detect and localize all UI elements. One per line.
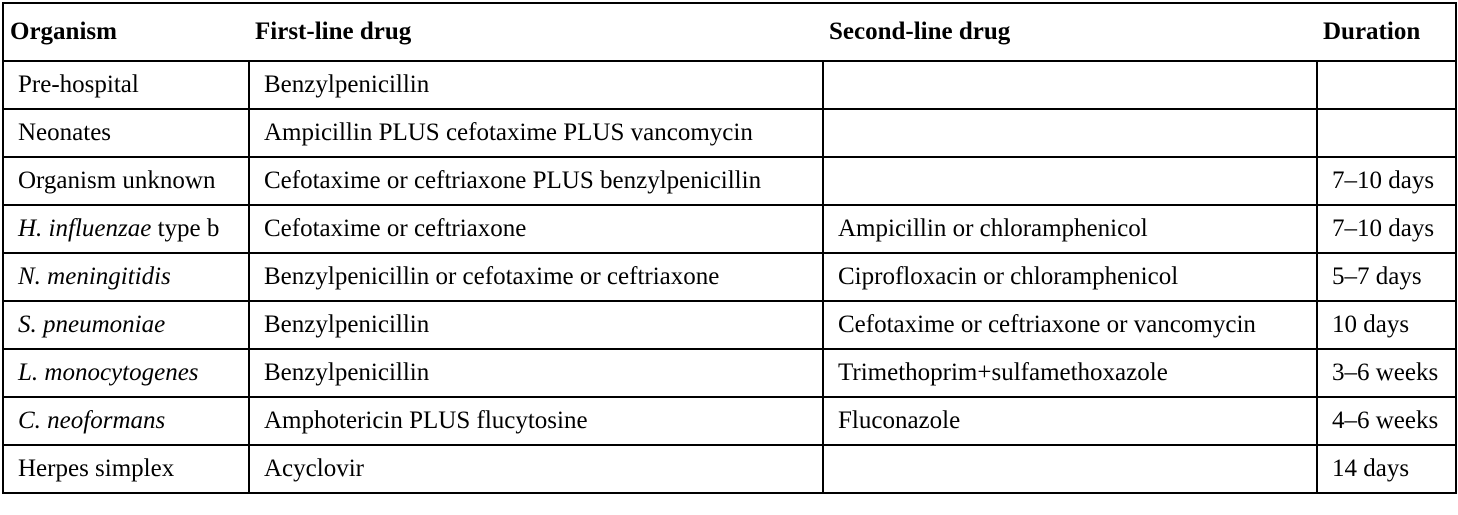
cell-second-line-drug: Fluconazole bbox=[823, 397, 1317, 445]
cell-organism bbox=[3, 157, 249, 205]
cell-organism bbox=[3, 301, 249, 349]
cell-second-line-drug: Cefotaxime or ceftriaxone or vancomycin bbox=[823, 301, 1317, 349]
cell-second-line-drug bbox=[823, 61, 1317, 109]
cell-organism bbox=[3, 253, 249, 301]
table-row bbox=[3, 445, 1456, 493]
organism-name: type b bbox=[151, 215, 220, 242]
cell-first-line-drug: Acyclovir bbox=[249, 445, 823, 493]
cell-second-line-drug bbox=[823, 445, 1317, 493]
cell-duration: 5–7 days bbox=[1317, 253, 1456, 301]
table-row bbox=[3, 109, 1456, 157]
table-row bbox=[3, 349, 1456, 397]
cell-first-line-drug: Benzylpenicillin bbox=[249, 349, 823, 397]
cell-second-line-drug: Ciprofloxacin or chloramphenicol bbox=[823, 253, 1317, 301]
cell-duration bbox=[1317, 61, 1456, 109]
cell-duration: 7–10 days bbox=[1317, 205, 1456, 253]
organism-name-italic: N. meningitidis bbox=[18, 263, 171, 290]
organism-name: Neonates bbox=[18, 119, 112, 146]
table-row bbox=[3, 397, 1456, 445]
cell-organism bbox=[3, 445, 249, 493]
cell-duration: 14 days bbox=[1317, 445, 1456, 493]
table-row bbox=[3, 61, 1456, 109]
cell-second-line-drug: Trimethoprim+sulfamethoxazole bbox=[823, 349, 1317, 397]
cell-first-line-drug: Amphotericin PLUS flucytosine bbox=[249, 397, 823, 445]
header-row bbox=[3, 3, 1456, 61]
organism-name-italic: S. pneumoniae bbox=[18, 311, 166, 338]
cell-organism bbox=[3, 349, 249, 397]
cell-organism bbox=[3, 109, 249, 157]
organism-name: Pre-hospital bbox=[18, 71, 139, 98]
organism-name-italic: C. neoformans bbox=[18, 407, 166, 434]
cell-first-line-drug: Benzylpenicillin bbox=[249, 301, 823, 349]
cell-organism bbox=[3, 61, 249, 109]
table-header bbox=[3, 3, 1456, 61]
cell-second-line-drug bbox=[823, 109, 1317, 157]
organism-name-italic: L. monocytogenes bbox=[18, 359, 199, 386]
header-duration: Duration bbox=[1317, 3, 1456, 61]
cell-second-line-drug: Ampicillin or chloramphenicol bbox=[823, 205, 1317, 253]
cell-first-line-drug: Ampicillin PLUS cefotaxime PLUS vancomycin bbox=[249, 109, 823, 157]
header-second-line: Second-line drug bbox=[823, 3, 1317, 61]
table-row bbox=[3, 253, 1456, 301]
organism-name: Herpes simplex bbox=[18, 455, 175, 482]
cell-first-line-drug: Benzylpenicillin or cefotaxime or ceftriaxone bbox=[249, 253, 823, 301]
cell-first-line-drug: Benzylpenicillin bbox=[249, 61, 823, 109]
cell-second-line-drug bbox=[823, 157, 1317, 205]
cell-organism bbox=[3, 205, 249, 253]
table-row bbox=[3, 157, 1456, 205]
cell-first-line-drug: Cefotaxime or ceftriaxone bbox=[249, 205, 823, 253]
cell-organism bbox=[3, 397, 249, 445]
table-row bbox=[3, 205, 1456, 253]
cell-duration: 3–6 weeks bbox=[1317, 349, 1456, 397]
organism-name: Organism unknown bbox=[18, 167, 216, 194]
header-organism: Organism bbox=[3, 3, 249, 61]
cell-duration: 4–6 weeks bbox=[1317, 397, 1456, 445]
organism-name-italic: H. influenzae bbox=[18, 215, 152, 242]
table-row bbox=[3, 301, 1456, 349]
cell-duration bbox=[1317, 109, 1456, 157]
drug-table bbox=[2, 2, 1457, 494]
cell-duration: 10 days bbox=[1317, 301, 1456, 349]
table-body bbox=[3, 61, 1456, 493]
cell-duration: 7–10 days bbox=[1317, 157, 1456, 205]
header-first-line: First-line drug bbox=[249, 3, 823, 61]
cell-first-line-drug: Cefotaxime or ceftriaxone PLUS benzylpenicillin bbox=[249, 157, 823, 205]
